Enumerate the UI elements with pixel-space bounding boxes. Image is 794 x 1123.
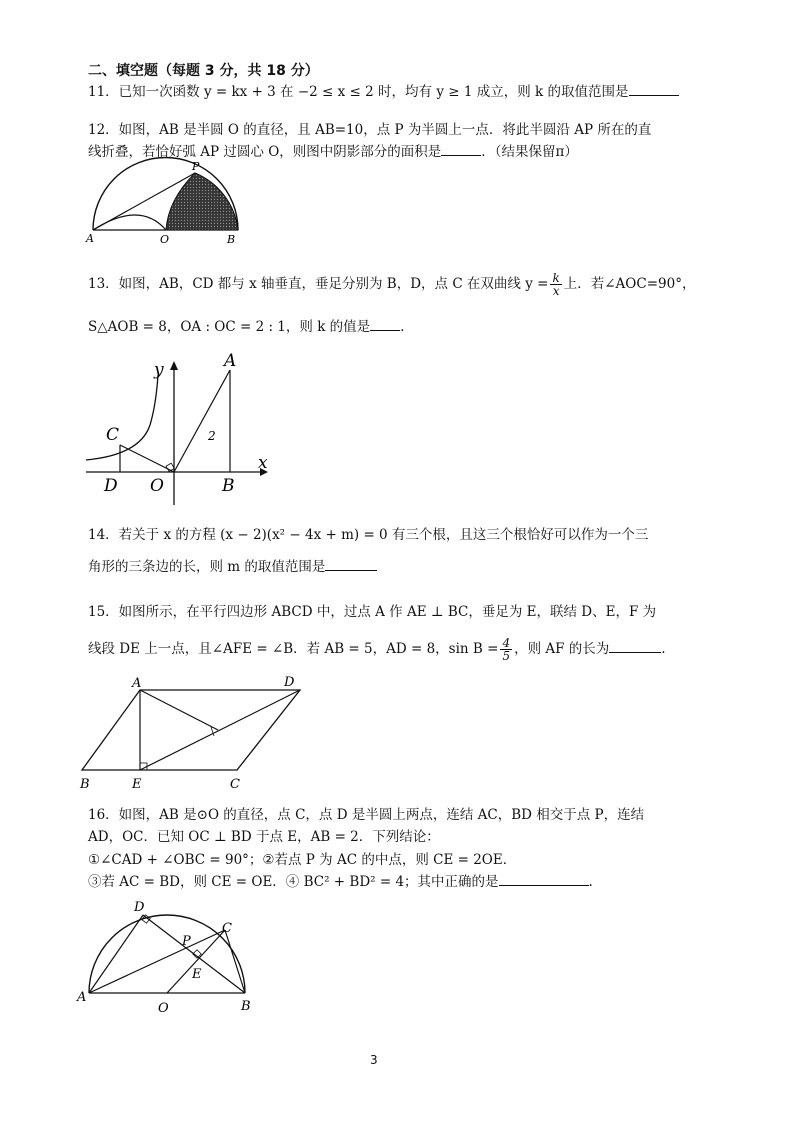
- q12-line2: 线折叠，若恰好弧 AP 过圆心 O，则图中阴影部分的面积是: [88, 144, 442, 160]
- q11-text: 11．已知一次函数 y = kx + 3 在 −2 ≤ x ≤ 2 时，均有 y ≥ 1 成立，则 k 的取值范围是: [88, 84, 629, 100]
- question-13-line2: S△AOB = 8，OA : OC = 2 : 1，则 k 的值是 .: [88, 319, 405, 335]
- label-a: A: [224, 351, 237, 371]
- frac-num: 4: [502, 636, 511, 650]
- q15-line2-a: 线段 DE 上一点，且∠AFE = ∠B．若 AB = 5，AD = 8，sin B =: [88, 641, 499, 657]
- label-mark-2: 2: [208, 429, 216, 443]
- frac-num: k: [552, 271, 560, 285]
- question-15-line2: 线段 DE 上一点，且∠AFE = ∠B．若 AB = 5，AD = 8，sin B = $\frac{4}{5}$ ，则 AF 的长为 .: [88, 636, 666, 663]
- q12-line2-tail: ．（结果保留π）: [481, 144, 578, 160]
- label-a: A: [77, 990, 87, 1005]
- label-d: D: [104, 476, 118, 496]
- q13-line1-b: 上．若∠AOC=90°，: [563, 276, 696, 292]
- label-a: A: [86, 232, 94, 245]
- question-16-line4: ③若 AC = BD，则 CE = OE．④ BC² + BD² = 4；其中正确的是 .: [88, 874, 593, 890]
- q14-line2: 角形的三条边的长，则 m 的取值范围是: [88, 559, 326, 575]
- q15-line2-b: ，则 AF 的长为: [514, 641, 610, 657]
- label-p: P: [182, 934, 191, 949]
- label-o: O: [160, 233, 170, 246]
- chord-ad: [89, 915, 143, 993]
- q13-line1-a: 13．如图，AB，CD 都与 x 轴垂直，垂足分别为 B，D，点 C 在双曲线 y =: [88, 276, 549, 292]
- label-d: D: [134, 900, 145, 915]
- label-b: B: [241, 999, 251, 1014]
- label-p: P: [192, 160, 200, 173]
- section-title: 二、填空题（每题 3 分，共 18 分）: [88, 63, 319, 79]
- label-e: E: [192, 967, 202, 982]
- label-a: A: [132, 676, 142, 691]
- label-c: C: [106, 425, 120, 445]
- label-b: B: [227, 233, 236, 246]
- label-c: C: [222, 921, 232, 936]
- label-e: E: [132, 777, 142, 792]
- label-y: y: [154, 360, 164, 380]
- label-b: B: [222, 476, 235, 496]
- label-x: x: [258, 453, 268, 473]
- chord-bc: [225, 930, 245, 993]
- q15-line1: 15．如图所示，在平行四边形 ABCD 中，过点 A 作 AE ⊥ BC，垂足为 E，联结 D、E，F 为: [88, 604, 657, 620]
- q13-line2: S△AOB = 8，OA : OC = 2 : 1，则 k 的值是: [88, 319, 371, 335]
- label-b: B: [80, 777, 90, 792]
- label-o: O: [150, 476, 164, 496]
- frac-den: 5: [502, 649, 511, 663]
- q16-line4: ③若 AC = BD，则 CE = OE．④ BC² + BD² = 4；其中正确的是: [88, 874, 499, 890]
- q12-line1: 12．如图，AB 是半圆 O 的直径，且 AB=10，点 P 为半圆上一点．将此半圆沿 AP 所在的直: [88, 122, 652, 138]
- q16-line3: ①∠CAD + ∠OBC = 90°；②若点 P 为 AC 的中点，则 CE = 2OE．: [88, 852, 517, 868]
- frac-den: x: [552, 284, 560, 298]
- q14-line1: 14．若关于 x 的方程 (x − 2)(x² − 4x + m) = 0 有三个根，且这三个根恰好可以作为一个三: [88, 527, 649, 543]
- label-o: O: [158, 1001, 169, 1016]
- page-number: 3: [370, 1053, 378, 1067]
- q16-line1: 16．如图，AB 是⊙O 的直径，点 C，点 D 是半圆上两点，连结 AC，BD 相交于点 P，连结: [88, 807, 645, 823]
- q16-line2: AD，OC．已知 OC ⊥ BD 于点 E，AB = 2．下列结论：: [88, 829, 440, 845]
- label-c: C: [230, 777, 240, 792]
- label-d: D: [284, 675, 295, 690]
